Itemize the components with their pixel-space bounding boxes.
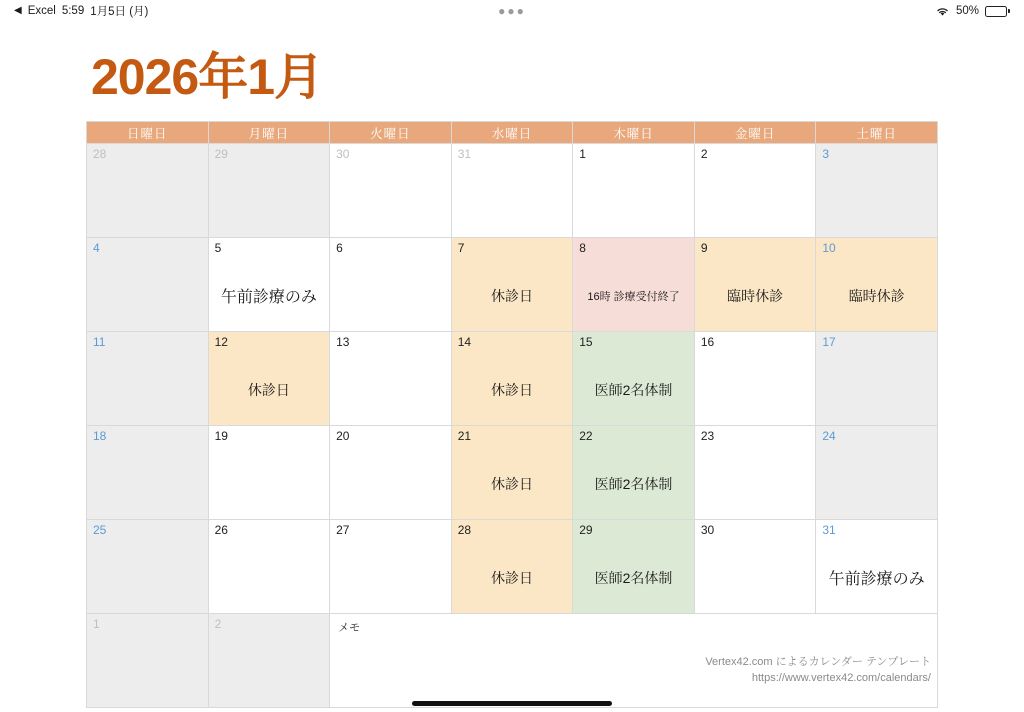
day-number: 9 — [700, 241, 708, 255]
day-number: 20 — [336, 429, 350, 443]
calendar-week-row — [87, 520, 938, 614]
day-note: 休診日 — [490, 476, 533, 492]
calendar-day-cell[interactable] — [87, 144, 209, 238]
day-number: 1 — [93, 617, 100, 631]
day-number: 2 — [700, 147, 708, 161]
calendar-day-cell[interactable] — [87, 238, 209, 332]
status-bar-right — [935, 5, 1010, 17]
credit-line-1: Vertex42.com によるカレンダー テンプレート — [705, 656, 931, 669]
day-number: 2 — [214, 617, 222, 631]
credit-line-2: https://www.vertex42.com/calendars/ — [751, 672, 931, 685]
day-number: 14 — [457, 335, 472, 349]
calendar-day-cell[interactable] — [451, 144, 573, 238]
day-number: 16 — [700, 335, 715, 349]
day-note: 医師2名体制 — [594, 382, 673, 398]
calendar-day-cell[interactable] — [330, 332, 452, 426]
day-note: 午前診療のみ — [828, 571, 925, 588]
status-bar-left[interactable] — [14, 3, 148, 19]
calendar-day-cell[interactable] — [573, 144, 695, 238]
calendar-day-cell[interactable] — [573, 426, 695, 520]
calendar-day-cell[interactable] — [573, 520, 695, 614]
day-number: 21 — [457, 429, 472, 443]
day-number: 27 — [336, 523, 350, 537]
day-note: 休診日 — [490, 570, 533, 586]
back-app-label[interactable]: Excel — [27, 5, 56, 17]
day-number: 3 — [822, 147, 830, 161]
day-number: 18 — [93, 429, 107, 443]
battery-percent-label: 50% — [955, 5, 979, 17]
calendar-day-cell[interactable] — [694, 238, 816, 332]
calendar-day-cell[interactable] — [330, 426, 452, 520]
day-note: 臨時休診 — [848, 288, 905, 304]
calendar-day-cell[interactable] — [87, 614, 209, 708]
calendar-day-cell[interactable] — [208, 332, 330, 426]
memo-label: メモ — [338, 622, 361, 634]
calendar-day-cell[interactable] — [816, 332, 938, 426]
day-number: 30 — [700, 523, 715, 537]
calendar-day-cell[interactable] — [451, 520, 573, 614]
day-number: 28 — [457, 523, 472, 537]
calendar-day-cell[interactable] — [694, 332, 816, 426]
day-number: 6 — [336, 241, 343, 255]
calendar-day-cell[interactable] — [694, 426, 816, 520]
status-time: 5:59 — [61, 5, 85, 17]
day-number: 15 — [579, 335, 593, 349]
calendar-day-cell[interactable] — [87, 332, 209, 426]
day-number: 28 — [93, 147, 107, 161]
calendar-day-cell[interactable] — [816, 144, 938, 238]
wifi-icon — [935, 6, 950, 17]
weekday-header-tue: 火曜日 — [330, 122, 452, 144]
weekday-header-fri: 金曜日 — [694, 122, 816, 144]
calendar-day-cell[interactable] — [208, 614, 330, 708]
calendar-day-cell[interactable] — [330, 238, 452, 332]
calendar-day-cell[interactable] — [451, 238, 573, 332]
day-number: 19 — [214, 429, 228, 443]
calendar-day-cell[interactable] — [694, 144, 816, 238]
day-number: 22 — [579, 429, 593, 443]
weekday-header-sat: 土曜日 — [816, 122, 938, 144]
calendar-week-row — [87, 332, 938, 426]
weekday-header-mon: 月曜日 — [208, 122, 330, 144]
page-title: 2026年1月 — [91, 49, 324, 105]
calendar-week-row — [87, 426, 938, 520]
day-number: 31 — [457, 147, 472, 161]
day-note: 午前診療のみ — [220, 289, 317, 306]
day-number: 26 — [214, 523, 228, 537]
calendar-day-cell[interactable] — [208, 238, 330, 332]
day-number: 24 — [822, 429, 836, 443]
calendar-day-cell[interactable] — [816, 520, 938, 614]
calendar-day-cell[interactable] — [694, 520, 816, 614]
dynamic-island-dots: ●●● — [498, 4, 526, 18]
calendar-body — [87, 144, 938, 708]
day-number: 29 — [214, 147, 228, 161]
back-triangle-icon[interactable]: ◀ — [14, 5, 22, 16]
day-number: 10 — [822, 241, 836, 255]
calendar-day-cell[interactable] — [451, 426, 573, 520]
day-note: 16時 診療受付終了 — [587, 291, 680, 303]
day-number: 7 — [457, 241, 465, 255]
calendar-table — [86, 121, 938, 708]
calendar-day-cell[interactable] — [573, 238, 695, 332]
status-bar-center — [0, 0, 1024, 22]
day-number: 30 — [336, 147, 350, 161]
calendar-day-cell[interactable] — [573, 332, 695, 426]
weekday-header-row — [87, 122, 938, 144]
day-number: 31 — [822, 523, 836, 537]
weekday-header-thu: 木曜日 — [573, 122, 695, 144]
memo-cell[interactable] — [330, 614, 938, 708]
day-number: 23 — [700, 429, 715, 443]
day-number: 25 — [93, 523, 107, 537]
calendar-day-cell[interactable] — [451, 332, 573, 426]
day-number: 13 — [336, 335, 350, 349]
calendar-day-cell[interactable] — [87, 426, 209, 520]
template-credit — [705, 655, 931, 687]
calendar-day-cell[interactable] — [330, 144, 452, 238]
calendar-day-cell[interactable] — [208, 520, 330, 614]
weekday-header-sun: 日曜日 — [87, 122, 209, 144]
day-number: 11 — [93, 335, 106, 349]
day-note: 臨時休診 — [727, 288, 784, 304]
day-number: 5 — [214, 241, 222, 255]
day-note: 休診日 — [247, 382, 290, 398]
calendar-day-cell[interactable] — [208, 144, 330, 238]
day-note: 医師2名体制 — [594, 476, 673, 492]
battery-icon — [985, 6, 1010, 17]
home-indicator[interactable] — [412, 701, 612, 706]
calendar-sheet — [86, 32, 938, 708]
calendar-memo-row — [87, 614, 938, 708]
calendar-day-cell[interactable] — [87, 520, 209, 614]
day-number: 12 — [214, 335, 228, 349]
calendar-day-cell[interactable] — [816, 426, 938, 520]
calendar-week-row — [87, 144, 938, 238]
day-number: 4 — [93, 241, 100, 255]
calendar-week-row — [87, 238, 938, 332]
document-page — [0, 22, 1024, 712]
calendar-day-cell[interactable] — [208, 426, 330, 520]
calendar-day-cell[interactable] — [330, 520, 452, 614]
calendar-day-cell[interactable] — [816, 238, 938, 332]
weekday-header-wed: 水曜日 — [451, 122, 573, 144]
day-number: 29 — [579, 523, 593, 537]
day-number: 17 — [822, 335, 836, 349]
status-date: 1月5日 (月) — [90, 6, 149, 18]
day-number: 8 — [579, 241, 586, 255]
day-note: 医師2名体制 — [594, 570, 673, 586]
day-note: 休診日 — [490, 382, 533, 398]
status-bar — [0, 0, 1024, 22]
day-note: 休診日 — [490, 288, 533, 304]
day-number: 1 — [579, 147, 586, 161]
